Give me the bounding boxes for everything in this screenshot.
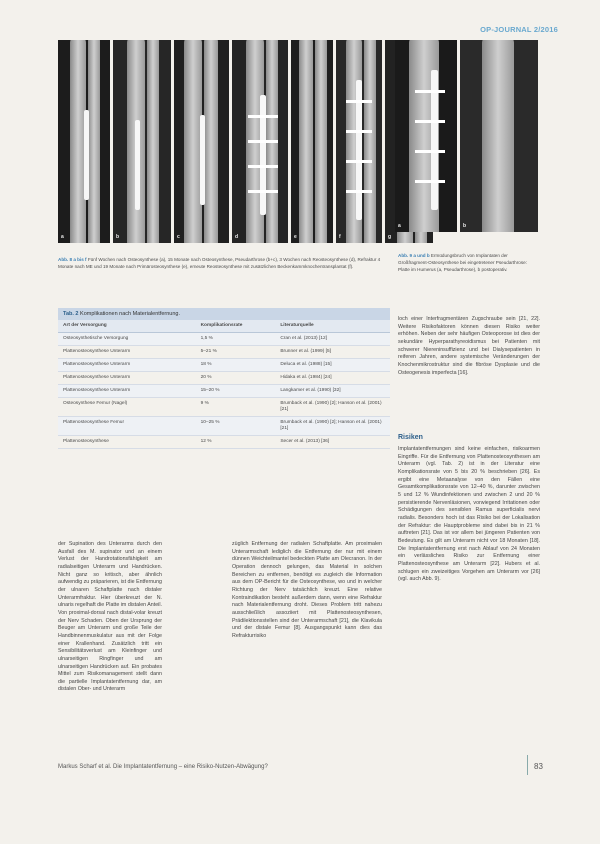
body-column-1: der Supination des Unterarms durch den Ausfall des M. supinator und an einem Verlust der Handrotationsfähigkeit am radialseitigen Unterarm und Handrücken. Nicht ganz so kritisch, aber ähnlich aufwendig zu präparieren, ist die Entfernung der ulnaren Schaftplatte nach distaler Unterarmfraktur. Hier überkreuzt der N. ulnaris regelhaft die Platte im distalen Anteil. Von proximal-dorsal nach distal-volar kreuzt der Nerv Schaden. Oben der Ursprung der Beuger am Unterarm und große Teile der Handbinnenmuskulatur aus mit der Folge einer Krallenhand. Zusätzlich tritt ein Sensibilitätsverlust am Kleinfinger und ulnarseitigen Ringfinger und am ulnarseitigen Handrücken auf. Ein probates Mittel zum Risikomanagement stellt dann die partielle Implantatentfernung dar, am distalen Ober- und Unterarm (58, 541, 162, 693)
table-cell: Secer et al. (2013) [36] (280, 439, 330, 444)
table-cell: Brumback et al. (1990) [2]; Hanson et al. (2001) [21] (280, 401, 382, 412)
panel-label: d (235, 234, 239, 240)
table-cell: 5–21 % (200, 349, 217, 354)
table-row (58, 359, 390, 372)
panel-label: a (398, 223, 401, 229)
caption-text: Ermüdungsbruch von Implantaten der Großfragment-Osteosynthese bei eingetretener Pseudarthrose: Platte im Humerus (a, Pseudarthrose), b postoperativ. (398, 253, 527, 273)
table-cell: Brunner et al. (1999) [5] (280, 349, 331, 354)
body-column-3-top: loch einer Interfragmentären Zugschraube sein [21, 22]. Weitere Risikofaktoren können diesen Risiko weiter erhöhen. Neben der sehr häufigen Osteoporose ist dies der sekundäre Hyperparathyreoidismus bei Patienten mit schwerer Niereninsuffizienz und bei Dialysepatienten in reiferen Jahren, andere systemische Veränderungen der Knochenmikrostruktur sind die fibröse Dysplasie und die Osteogenesis imperfecta [16]. (398, 316, 540, 376)
table-row (58, 398, 390, 417)
table-cell: 15–20 % (200, 388, 220, 393)
table-title: Tab. 2 Komplikationen nach Materialentfernung. (58, 308, 390, 320)
table-cell: 12 % (200, 439, 212, 444)
xray-panel-9b (460, 40, 538, 232)
footer-citation: Markus Scharf et al. Die Implantatentfernung – eine Risiko-Nutzen-Abwägung? (58, 764, 268, 770)
table-cell: Brumback et al. (1990) [2]; Hanson et al. (2001) [21] (280, 420, 382, 431)
caption-label: Abb. 8 a bis f (58, 257, 87, 262)
panel-label: a (61, 234, 64, 240)
panel-label: e (294, 234, 297, 240)
section-heading: Risiken (398, 434, 423, 441)
table-cell: 9 % (200, 401, 209, 406)
table-cell: Osteosynthetische Versorgung (63, 336, 129, 341)
xray-panel-b (113, 40, 171, 243)
table-row (58, 385, 390, 398)
page-number: 83 (534, 762, 543, 771)
figure-8-caption (58, 256, 388, 270)
xray-panel-c (174, 40, 229, 243)
body-column-2: züglich Entfernung der radialen Schaftplatte. Am proximalen Unterarmschaft lediglich die Entfernung der nur mit einem dünnen Weichteilmantel bedeckten Platte am Olecranon. In der Operation dennoch gelungen, das Material in solchen Bereichen zu entfernen, benötigt es zugleich die Information aus dem OP-Bericht für die Osteosynthese, wo und in welcher Richtung der Nerv tatsächlich kreuzt. Eine relative Kontraindikation besteht außerdem dann, wenn eine Refraktur nach Materialentfernung droht. Dieses Problem tritt nahezu ausschließlich assoziiert mit Plattenosteosynthesen, Prädilektionsstellen sind der Unterarmschaft [21], die Klavikula und der distale Femur [8]. Ausgangspunkt kann dies das Refrakturrisiko (232, 541, 382, 639)
table-cell: 20 % (200, 375, 212, 380)
table-cell: Osteosynthese Femur (Nagel) (63, 401, 128, 406)
table-row (58, 372, 390, 385)
table-cell: 18 % (200, 362, 212, 367)
panel-label: g (388, 234, 392, 240)
panel-label: b (463, 223, 467, 229)
table-cell: Deluca et al. (1988) [15] (280, 362, 332, 367)
table-cell: Plattenosteosynthese Unterarm (63, 362, 131, 367)
panel-label: f (339, 234, 341, 240)
table-cell: Plattenosteosynthese Unterarm (63, 388, 131, 393)
table-cell: 1,5 % (200, 336, 213, 341)
xray-panel-f (336, 40, 382, 243)
xray-panel-9a (395, 40, 457, 232)
figure-8-strip (58, 40, 433, 243)
table-row (58, 436, 390, 449)
figure-9-pair (395, 40, 538, 232)
journal-header: OP-JOURNAL 2/2016 (480, 25, 558, 34)
caption-label: Abb. 9 a und b (398, 253, 430, 258)
complications-table (58, 308, 390, 449)
table-cell: Plattenosteosynthese (63, 439, 109, 444)
xray-panel-e (291, 40, 333, 243)
table-header: Art der Versorgung Komplikationsrate Literaturquelle (58, 320, 390, 333)
table-cell: 10–25 % (200, 420, 220, 425)
body-column-3-bottom: Implantatentfernungen sind keine einfachen, risikoarmen Eingriffe. Für die Entfernung von Plattenosteosynthesen am Unterarm (vgl. Tab. 2) ist in der Literatur eine Komplikationsrate von 5 bis 20 % beschrieben [26]. Es ergibt eine Metaanalyse von den Fällen eine Gesamtkomplikationsrate von 12–40 %, darunter zwischen 5 und 12 % Wundinfektionen und zwischen 2 und 20 % persistierende Nervenläsionen, vorwiegend Irritationen oder Schädigungen des sensiblen Ramus superficialis nervi radialis. Besonders hoch ist das Risiko bei der Lokalisation der Refraktur: die Hauptprobleme sind dabei bis in 21 % auftreten [21]. Das ist vor allem bei jüngeren Patienten von Bedeutung. Es gilt am Unterarm nicht vor 18 Monaten [18]. Die Implantatentfernung erst nach Ablauf von 24 Monaten ein verlässliches Risiko zur Entfernung einer Plattenosteosynthese am Unterarm [22]. Hubers et al. schlugen ein zweizeitiges Vorgehen am Unterarm vor [26] (vgl. auch Abb. 9). (398, 446, 540, 583)
panel-label: b (116, 234, 120, 240)
table-cell: Plattenosteosynthese Femur (63, 420, 125, 425)
table-row (58, 346, 390, 359)
xray-panel-d (232, 40, 288, 243)
table-row (58, 417, 390, 436)
table-cell: Hidaka et al. (1984) [24] (280, 375, 332, 380)
panel-label: c (177, 234, 180, 240)
caption-text: Fünf Wochen nach Osteosynthese (a), 15 Monate nach Osteosynthese, Pseudarthrose (b+c), 3 Wochen nach Reosteosynthese (d), Refraktur 4 Monate nach ME und 19 Monate nach Primärosteosynthese (e), erneute Reosteosynthese mit zusätzlichen Beckenkammknochentransplantat (f). (58, 257, 381, 270)
table-cell: Langkamer et al. (1990) [32] (280, 388, 341, 393)
table-body (58, 333, 390, 449)
table-cell: Plattenosteosynthese Unterarm (63, 349, 131, 354)
table-row (58, 333, 390, 346)
table-cell: Cran et al. (2013) [12] (280, 336, 327, 341)
figure-9-caption (398, 252, 538, 274)
footer-divider (527, 755, 528, 775)
table-cell: Plattenosteosynthese Unterarm (63, 375, 131, 380)
xray-panel-a (58, 40, 110, 243)
